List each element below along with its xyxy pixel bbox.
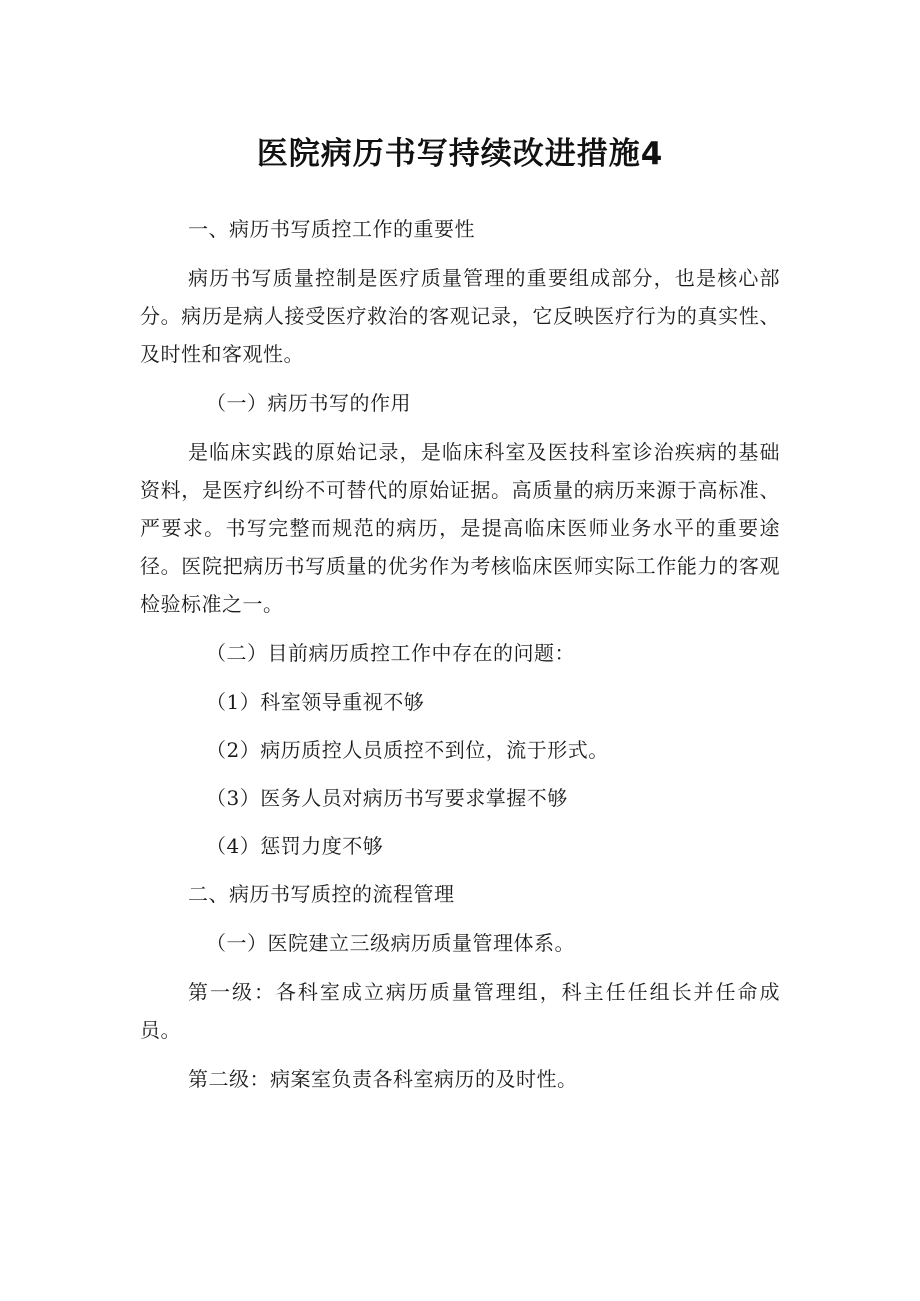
subsection-heading: （二）目前病历质控工作中存在的问题： (206, 641, 575, 665)
list-item: （3）医务人员对病历书写要求掌握不够 (206, 786, 568, 810)
document-body (140, 210, 780, 1109)
body-paragraph: 病历书写质量控制是医疗质量管理的重要组成部分，也是核心部分。病历是病人接受医疗救治的客观记录，它反映医疗行为的真实性、及时性和客观性。 (140, 266, 780, 366)
subsection-heading: （一）医院建立三级病历质量管理体系。 (206, 931, 575, 955)
list-item: （2）病历质控人员质控不到位，流于形式。 (206, 738, 609, 762)
body-paragraph: 第一级：各科室成立病历质量管理组，科主任任组长并任命成员。 (140, 980, 780, 1042)
section-heading: 二、病历书写质控的流程管理 (188, 882, 455, 906)
list-item: （4）惩罚力度不够 (206, 834, 384, 858)
subsection-heading: （一）病历书写的作用 (206, 391, 411, 415)
document-title: 医院病历书写持续改进措施4 (256, 136, 664, 172)
list-item: （1）科室领导重视不够 (206, 690, 425, 714)
section-heading: 一、病历书写质控工作的重要性 (188, 217, 475, 241)
body-paragraph: 第二级：病案室负责各科室病历的及时性。 (188, 1067, 578, 1091)
body-paragraph: 是临床实践的原始记录，是临床科室及医技科室诊治疾病的基础资料，是医疗纠纷不可替代的原始证据。高质量的病历来源于高标准、严要求。书写完整而规范的病历，是提高临床医师业务水平的重要途径。医院把病历书写质量的优劣作为考核临床医师实际工作能力的客观检验标准之一。 (140, 440, 780, 616)
